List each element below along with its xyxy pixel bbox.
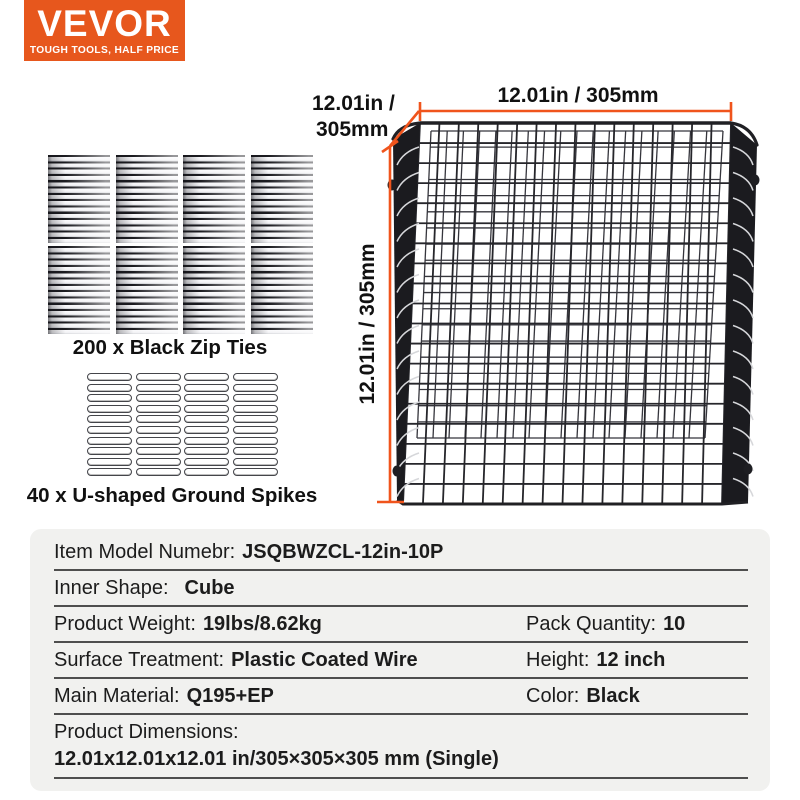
dimension-label-depth-line2: 305mm — [316, 118, 389, 141]
spec-value: Cube — [184, 576, 235, 599]
spec-label: Surface Treatment: — [54, 648, 225, 671]
spec-row-weight-quantity — [54, 607, 748, 643]
spec-label: Main Material: — [54, 684, 180, 707]
zip-ties-label: 200 x Black Zip Ties — [72, 336, 268, 359]
spec-value: Black — [586, 684, 640, 707]
spec-value: 12.01x12.01x12.01 in/305×305×305 mm (Single) — [54, 748, 499, 770]
brand-tagline: TOUGH TOOLS, HALF PRICE — [29, 45, 180, 56]
ground-spikes-label: 40 x U-shaped Ground Spikes — [26, 484, 318, 507]
spec-row-model — [54, 535, 748, 571]
side-panel-left — [393, 123, 420, 504]
dimension-label-height: 12.01in / 305mm — [356, 243, 379, 405]
spec-row-inner-shape — [54, 571, 748, 607]
dimension-label-width: 12.01in / 305mm — [497, 84, 659, 107]
spec-table — [30, 529, 770, 791]
cage-bottom-rim — [397, 500, 748, 504]
spec-label: Pack Quantity: — [526, 612, 657, 635]
spec-value: 12 inch — [596, 648, 666, 671]
spec-label: Color: — [526, 684, 580, 707]
spec-label: Inner Shape: — [54, 576, 169, 599]
spec-row-surface-height — [54, 643, 748, 679]
spec-value: Q195+EP — [186, 684, 274, 707]
spec-value: Plastic Coated Wire — [231, 648, 418, 671]
spec-value: 19lbs/8.62kg — [202, 612, 322, 635]
spec-value: 10 — [663, 612, 686, 635]
spec-label: Height: — [526, 648, 590, 671]
spec-label: Item Model Numebr: — [54, 540, 236, 563]
spec-value: JSQBWZCL-12in-10P — [242, 540, 444, 563]
brand-name: VEVOR — [37, 3, 172, 44]
spec-row-dimensions — [54, 715, 748, 779]
spec-label: Product Dimensions: — [54, 721, 239, 743]
spec-row-material-color — [54, 679, 748, 715]
spec-label: Product Weight: — [54, 612, 196, 635]
dimension-label-depth-line1: 12.01in / — [312, 92, 395, 115]
